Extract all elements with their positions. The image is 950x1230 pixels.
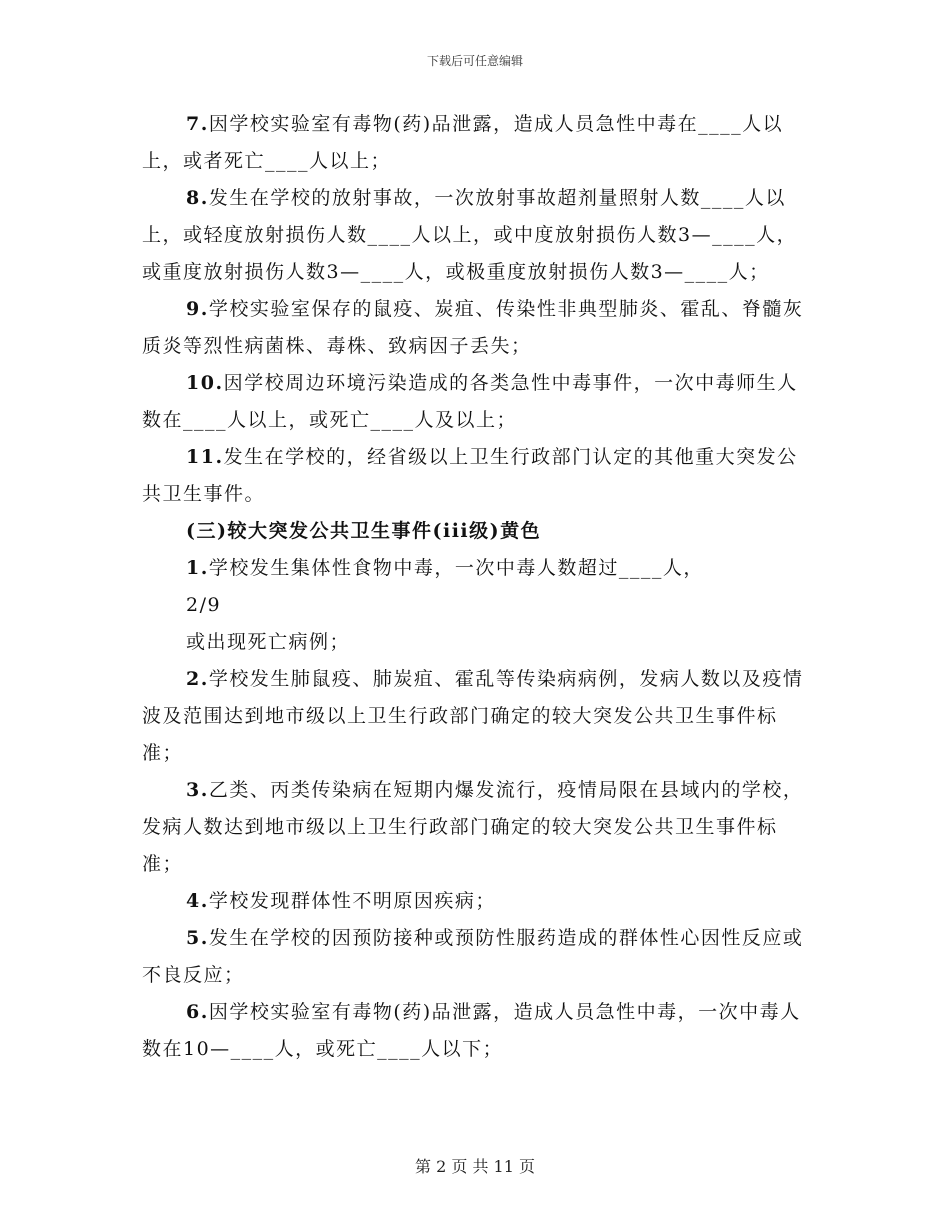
item-text: 发生在学校的放射事故，一次放射事故超剂量照射人数____人以上，或轻度放射损伤人数____人以上，或中度放射损伤人数3—____人，或重度放射损伤人数3—____人，或极重度放射损伤人数3—____人； <box>142 187 798 283</box>
document-body <box>142 106 808 1068</box>
page-header: 下载后可任意编辑 <box>426 54 523 68</box>
item-number: 1. <box>186 557 209 579</box>
item-number: 8. <box>186 187 209 209</box>
section-item-3 <box>142 772 808 883</box>
item-text: 因学校实验室有毒物(药)品泄露，造成人员急性中毒，一次中毒人数在10—____人，或死亡____人以下； <box>142 1001 801 1060</box>
section-heading: (三)较大突发公共卫生事件(iii级)黄色 <box>186 520 542 542</box>
item-number: 5. <box>186 927 209 949</box>
item-text: 发生在学校的因预防接种或预防性服药造成的群体性心因性反应或不良反应； <box>142 927 804 986</box>
item-11 <box>142 439 808 513</box>
item-text: 学校实验室保存的鼠疫、炭疽、传染性非典型肺炎、霍乱、脊髓灰质炎等烈性病菌株、毒株、致病因子丢失； <box>142 298 804 357</box>
inline-page-marker: 2/9 <box>186 594 222 616</box>
section-item-2 <box>142 661 808 772</box>
section-item-5 <box>142 920 808 994</box>
section-item-6 <box>142 994 808 1068</box>
item-text: 学校发生肺鼠疫、肺炭疽、霍乱等传染病病例，发病人数以及疫情波及范围达到地市级以上卫生行政部门确定的较大突发公共卫生事件标准； <box>142 668 804 764</box>
section-item-4 <box>142 883 808 920</box>
item-number: 4. <box>186 890 209 912</box>
item-number: 3. <box>186 779 209 801</box>
item-8 <box>142 180 808 291</box>
item-number: 9. <box>186 298 209 320</box>
item-number: 11. <box>186 446 224 468</box>
item-text: 乙类、丙类传染病在短期内爆发流行，疫情局限在县域内的学校，发病人数达到地市级以上卫生行政部门确定的较大突发公共卫生事件标准； <box>142 779 804 875</box>
item-7 <box>142 106 808 180</box>
item-number: 2. <box>186 668 209 690</box>
item-text: 因学校周边环境污染造成的各类急性中毒事件，一次中毒师生人数在____人以上，或死亡____人及以上； <box>142 372 798 431</box>
section-item-1-continued: 或出现死亡病例； <box>186 631 351 653</box>
section-item-1 <box>142 550 808 587</box>
item-10 <box>142 365 808 439</box>
page-footer: 第 2 页 共 11 页 <box>415 1157 535 1176</box>
item-number: 10. <box>186 372 224 394</box>
item-text: 学校发生集体性食物中毒，一次中毒人数超过____人， <box>208 557 704 579</box>
item-number: 7. <box>186 113 209 135</box>
item-text: 发生在学校的，经省级以上卫生行政部门认定的其他重大突发公共卫生事件。 <box>142 446 798 505</box>
item-number: 6. <box>186 1001 209 1023</box>
item-text: 因学校实验室有毒物(药)品泄露，造成人员急性中毒在____人以上，或者死亡____人以上； <box>142 113 784 172</box>
item-text: 学校发现群体性不明原因疾病； <box>208 890 496 912</box>
item-9 <box>142 291 808 365</box>
